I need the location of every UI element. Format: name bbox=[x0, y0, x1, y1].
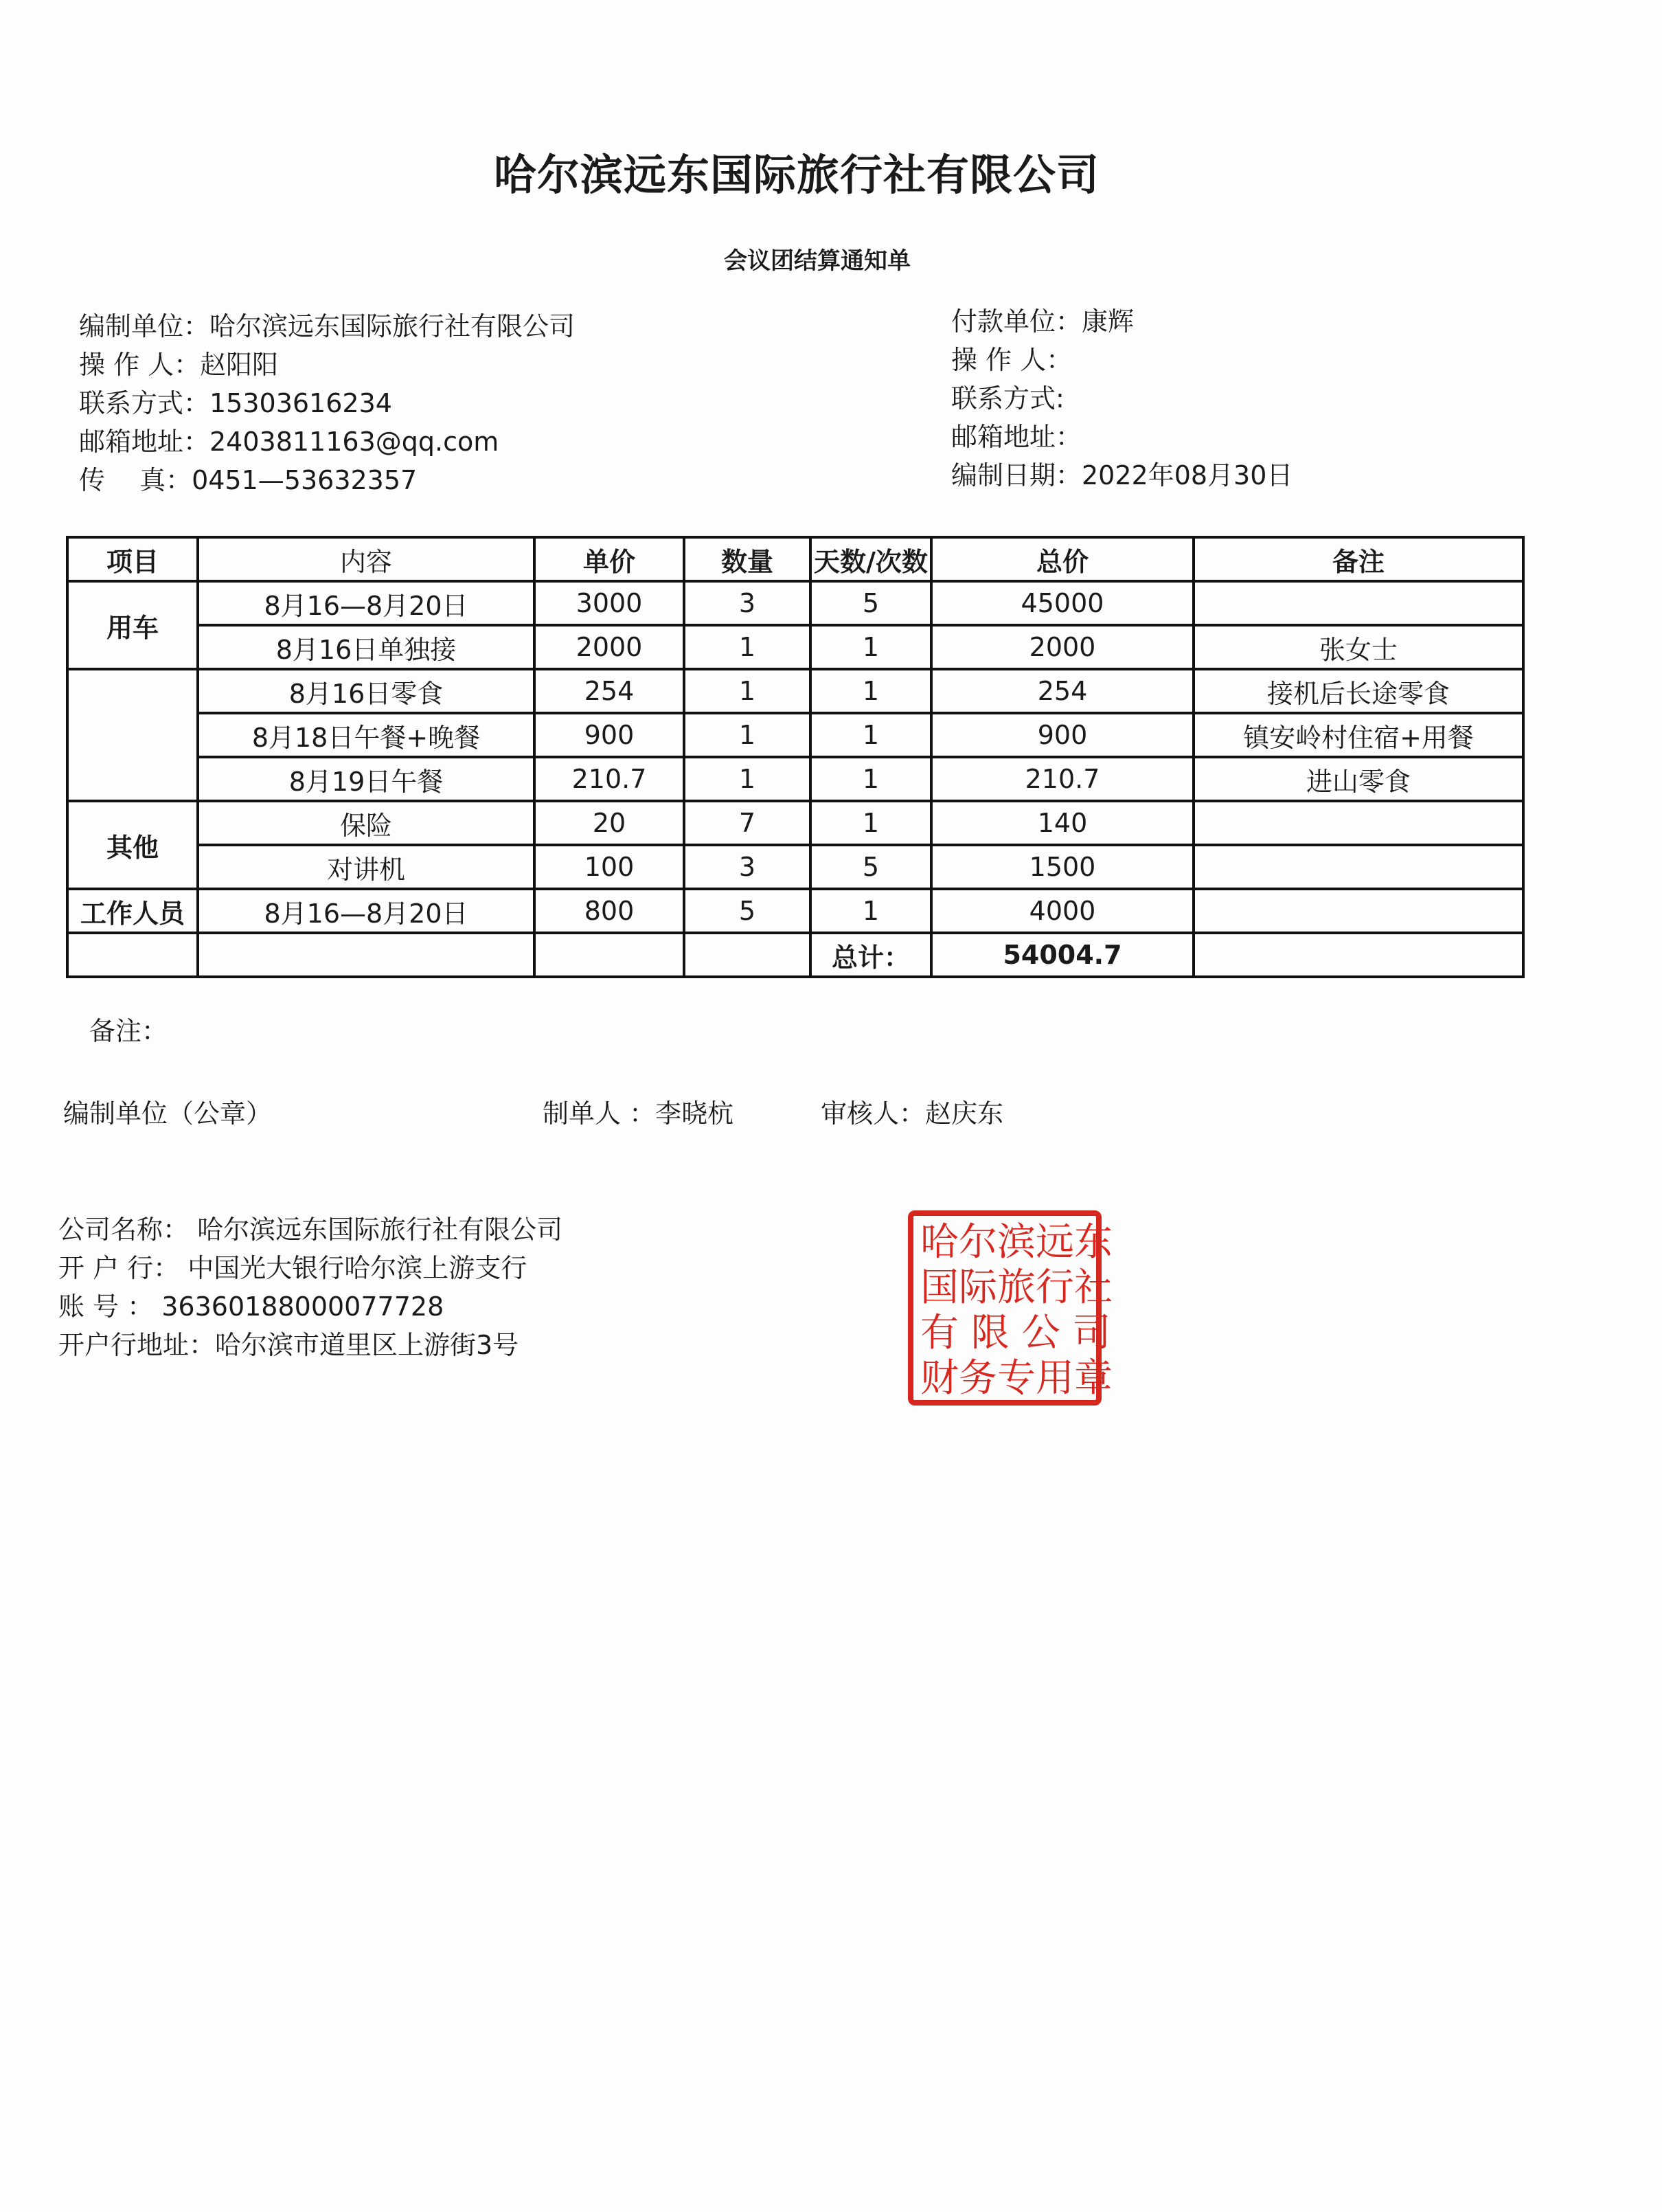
cell-content: 对讲机 bbox=[198, 845, 534, 889]
cell-note: 进山零食 bbox=[1194, 757, 1523, 801]
cell-price: 100 bbox=[534, 845, 684, 889]
sum-value: 54004.7 bbox=[931, 933, 1194, 977]
table-row bbox=[67, 889, 1523, 933]
bank-address: 开户行地址：哈尔滨市道里区上游街3号 bbox=[58, 1330, 519, 1360]
table-header-row bbox=[67, 537, 1523, 581]
header-content: 内容 bbox=[198, 537, 534, 581]
cell-empty bbox=[534, 933, 684, 977]
cell-total: 1500 bbox=[931, 845, 1194, 889]
cell-content: 8月16日零食 bbox=[198, 669, 534, 713]
payer-info bbox=[951, 302, 1293, 495]
issuer-contact: 联系方式：15303616234 bbox=[79, 388, 392, 418]
cell-content: 8月18日午餐+晚餐 bbox=[198, 713, 534, 757]
table-row bbox=[67, 669, 1523, 713]
header-note: 备注 bbox=[1194, 537, 1523, 581]
sum-label: 总计： bbox=[810, 933, 931, 977]
bank-branch: 开 户 行： 中国光大银行哈尔滨上游支行 bbox=[58, 1253, 527, 1283]
cell-days: 5 bbox=[810, 581, 931, 625]
cell-price: 254 bbox=[534, 669, 684, 713]
table-row bbox=[67, 757, 1523, 801]
cell-price: 900 bbox=[534, 713, 684, 757]
issuer-info bbox=[79, 307, 575, 499]
cell-total: 4000 bbox=[931, 889, 1194, 933]
finance-seal bbox=[908, 1210, 1113, 1406]
payer-contact: 联系方式: bbox=[951, 383, 1065, 414]
issuer-operator: 操 作 人：赵阳阳 bbox=[79, 350, 279, 380]
cell-qty: 3 bbox=[684, 581, 810, 625]
payer-unit: 付款单位：康辉 bbox=[951, 306, 1135, 337]
cell-price: 210.7 bbox=[534, 757, 684, 801]
seal-line: 哈尔滨远东 bbox=[920, 1220, 1113, 1265]
cell-qty: 7 bbox=[684, 801, 810, 845]
remark-label: 备注： bbox=[89, 1016, 168, 1046]
cell-qty: 3 bbox=[684, 845, 810, 889]
payer-operator: 操 作 人： bbox=[951, 345, 1073, 375]
bank-account: 账 号 ： 36360188000077728 bbox=[58, 1291, 444, 1322]
header-qty: 数量 bbox=[684, 537, 810, 581]
company-title: 哈尔滨远东国际旅行社有限公司 bbox=[493, 150, 1100, 200]
cell-qty: 5 bbox=[684, 889, 810, 933]
cell-price: 2000 bbox=[534, 625, 684, 669]
issuer-unit: 编制单位：哈尔滨远东国际旅行社有限公司 bbox=[79, 311, 576, 341]
category-meals-blank bbox=[67, 669, 198, 801]
cell-total: 2000 bbox=[931, 625, 1194, 669]
table-row bbox=[67, 713, 1523, 757]
sign-reviewer: 审核人：赵庆东 bbox=[821, 1098, 1004, 1129]
cell-note bbox=[1194, 581, 1523, 625]
cell-content: 保险 bbox=[198, 801, 534, 845]
cell-note: 镇安岭村住宿+用餐 bbox=[1194, 713, 1523, 757]
bank-company: 公司名称： 哈尔滨远东国际旅行社有限公司 bbox=[58, 1215, 563, 1245]
settlement-table bbox=[66, 536, 1525, 978]
cell-note bbox=[1194, 801, 1523, 845]
payer-email: 邮箱地址： bbox=[951, 422, 1082, 452]
cell-empty bbox=[198, 933, 534, 977]
cell-price: 800 bbox=[534, 889, 684, 933]
cell-note: 接机后长途零食 bbox=[1194, 669, 1523, 713]
cell-content: 8月16—8月20日 bbox=[198, 581, 534, 625]
cell-days: 1 bbox=[810, 625, 931, 669]
seal-line: 国际旅行社 bbox=[920, 1265, 1113, 1310]
header-price: 单价 bbox=[534, 537, 684, 581]
table-row bbox=[67, 625, 1523, 669]
cell-content: 8月16—8月20日 bbox=[198, 889, 534, 933]
cell-qty: 1 bbox=[684, 757, 810, 801]
sign-unit: 编制单位（公章） bbox=[63, 1098, 273, 1129]
cell-empty bbox=[1194, 933, 1523, 977]
cell-price: 3000 bbox=[534, 581, 684, 625]
cell-days: 1 bbox=[810, 757, 931, 801]
table-total-row bbox=[67, 933, 1523, 977]
sign-maker: 制单人 ：李晓杭 bbox=[543, 1098, 734, 1129]
cell-days: 1 bbox=[810, 713, 931, 757]
bank-info bbox=[58, 1210, 562, 1364]
table-row bbox=[67, 581, 1523, 625]
category-staff: 工作人员 bbox=[67, 889, 198, 933]
issue-date: 编制日期：2022年08月30日 bbox=[951, 460, 1293, 490]
cell-note: 张女士 bbox=[1194, 625, 1523, 669]
cell-days: 1 bbox=[810, 889, 931, 933]
seal-line: 财务专用章 bbox=[920, 1356, 1113, 1401]
cell-total: 210.7 bbox=[931, 757, 1194, 801]
cell-total: 140 bbox=[931, 801, 1194, 845]
cell-empty bbox=[67, 933, 198, 977]
cell-qty: 1 bbox=[684, 669, 810, 713]
cell-content: 8月16日单独接 bbox=[198, 625, 534, 669]
cell-qty: 1 bbox=[684, 625, 810, 669]
cell-qty: 1 bbox=[684, 713, 810, 757]
cell-note bbox=[1194, 889, 1523, 933]
cell-total: 254 bbox=[931, 669, 1194, 713]
header-item: 项目 bbox=[67, 537, 198, 581]
cell-empty bbox=[684, 933, 810, 977]
header-days: 天数/次数 bbox=[810, 537, 931, 581]
cell-days: 5 bbox=[810, 845, 931, 889]
cell-total: 900 bbox=[931, 713, 1194, 757]
cell-days: 1 bbox=[810, 669, 931, 713]
header-total: 总价 bbox=[931, 537, 1194, 581]
cell-days: 1 bbox=[810, 801, 931, 845]
category-vehicle: 用车 bbox=[67, 581, 198, 669]
cell-note bbox=[1194, 845, 1523, 889]
category-other: 其他 bbox=[67, 801, 198, 889]
cell-content: 8月19日午餐 bbox=[198, 757, 534, 801]
cell-price: 20 bbox=[534, 801, 684, 845]
form-title: 会议团结算通知单 bbox=[724, 247, 911, 275]
cell-total: 45000 bbox=[931, 581, 1194, 625]
issuer-email: 邮箱地址：2403811163@qq.com bbox=[79, 427, 499, 457]
table-row bbox=[67, 801, 1523, 845]
issuer-fax: 传 真：0451—53632357 bbox=[79, 465, 418, 495]
table-row bbox=[67, 845, 1523, 889]
seal-line: 有 限 公 司 bbox=[920, 1311, 1111, 1355]
